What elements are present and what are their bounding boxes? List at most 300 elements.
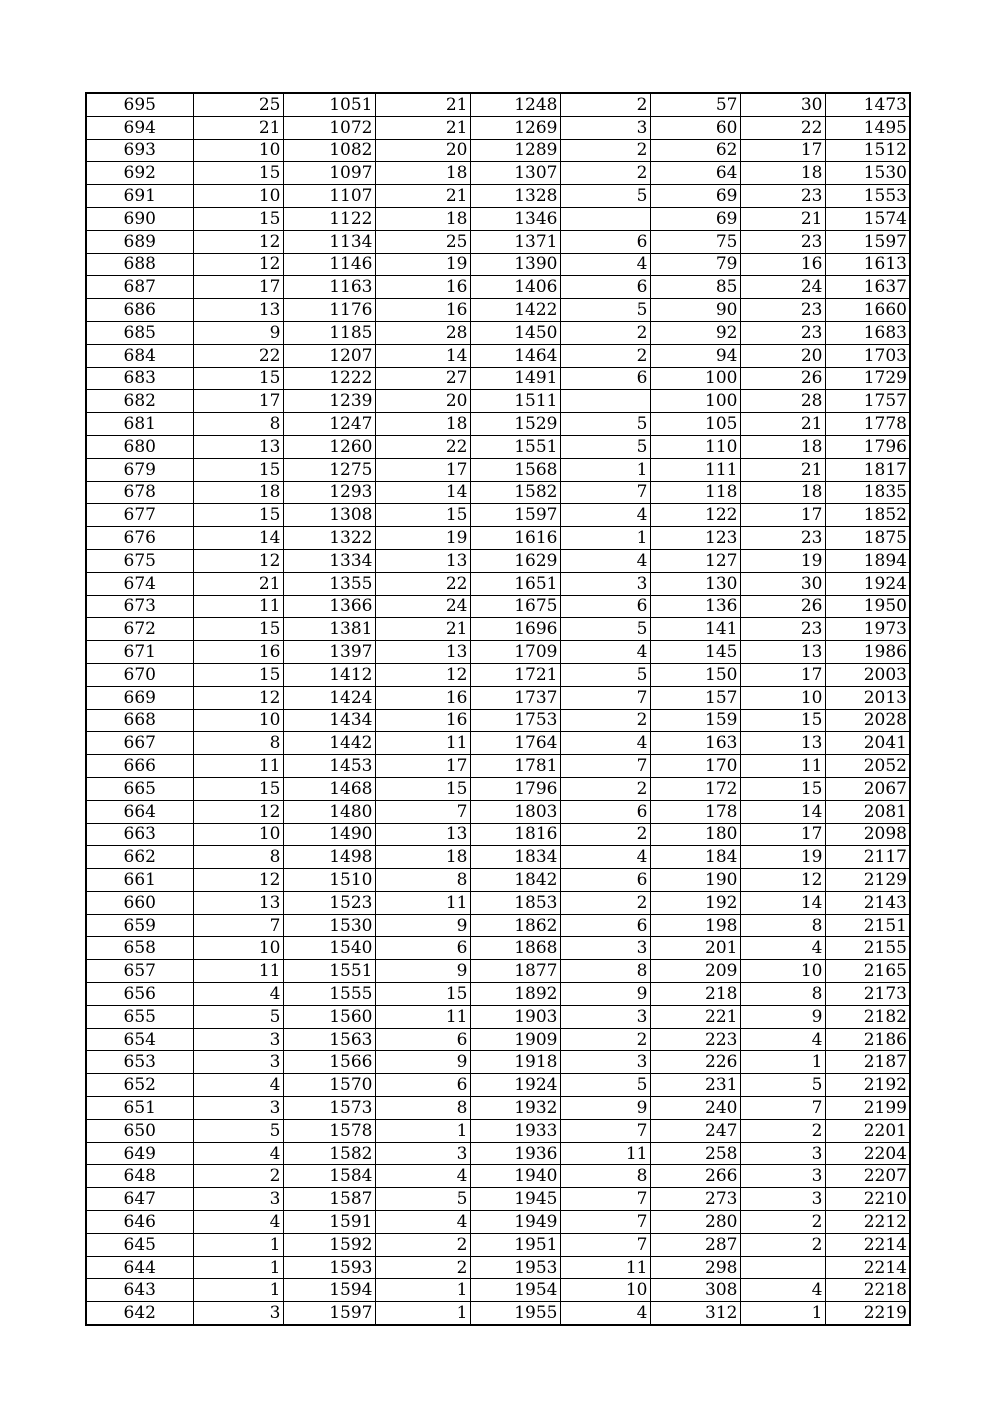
count-cell: 15	[375, 777, 470, 800]
count-cell: 19	[375, 527, 470, 550]
table-row	[86, 230, 910, 253]
count-cell: 3	[740, 1142, 825, 1165]
count-cell: 2	[740, 1211, 825, 1234]
count-cell: 1578	[283, 1119, 375, 1142]
table-row	[86, 755, 910, 778]
table-row	[86, 504, 910, 527]
count-cell: 1248	[470, 93, 560, 116]
count-cell: 7	[193, 914, 283, 937]
count-cell: 9	[740, 1005, 825, 1028]
count-cell: 3	[560, 937, 650, 960]
count-cell: 1424	[283, 686, 375, 709]
score-cell: 671	[86, 641, 193, 664]
count-cell: 1390	[470, 253, 560, 276]
count-cell: 22	[375, 572, 470, 595]
count-cell: 2	[560, 823, 650, 846]
count-cell: 1222	[283, 367, 375, 390]
count-cell: 13	[740, 641, 825, 664]
count-cell: 1955	[470, 1302, 560, 1325]
count-cell: 1835	[825, 481, 910, 504]
count-cell: 6	[560, 869, 650, 892]
count-cell: 85	[650, 276, 740, 299]
count-cell: 15	[193, 367, 283, 390]
table-row	[86, 960, 910, 983]
count-cell: 2219	[825, 1302, 910, 1325]
count-cell: 15	[193, 162, 283, 185]
count-cell: 4	[375, 1211, 470, 1234]
count-cell: 1892	[470, 983, 560, 1006]
count-cell	[740, 1256, 825, 1279]
count-cell: 1903	[470, 1005, 560, 1028]
table-row	[86, 846, 910, 869]
score-cell: 655	[86, 1005, 193, 1028]
count-cell: 22	[375, 435, 470, 458]
count-cell: 130	[650, 572, 740, 595]
count-cell: 3	[740, 1165, 825, 1188]
score-cell: 683	[86, 367, 193, 390]
count-cell: 7	[560, 686, 650, 709]
count-cell: 2	[560, 321, 650, 344]
score-table-body	[86, 93, 910, 1325]
count-cell: 4	[193, 983, 283, 1006]
count-cell: 5	[560, 1074, 650, 1097]
count-cell: 1721	[470, 663, 560, 686]
score-cell: 666	[86, 755, 193, 778]
count-cell: 7	[560, 755, 650, 778]
count-cell: 221	[650, 1005, 740, 1028]
count-cell: 1945	[470, 1188, 560, 1211]
count-cell: 21	[375, 185, 470, 208]
score-table	[85, 92, 911, 1326]
count-cell: 1597	[283, 1302, 375, 1325]
count-cell: 6	[375, 1074, 470, 1097]
count-cell: 2067	[825, 777, 910, 800]
count-cell: 1453	[283, 755, 375, 778]
count-cell: 1629	[470, 549, 560, 572]
count-cell: 8	[740, 983, 825, 1006]
score-cell: 674	[86, 572, 193, 595]
count-cell: 3	[560, 1051, 650, 1074]
count-cell: 192	[650, 891, 740, 914]
count-cell: 18	[375, 846, 470, 869]
count-cell: 1918	[470, 1051, 560, 1074]
count-cell: 18	[375, 162, 470, 185]
count-cell: 1592	[283, 1233, 375, 1256]
count-cell: 62	[650, 139, 740, 162]
count-cell: 2187	[825, 1051, 910, 1074]
count-cell: 1490	[283, 823, 375, 846]
count-cell: 1954	[470, 1279, 560, 1302]
count-cell: 4	[740, 937, 825, 960]
score-cell: 676	[86, 527, 193, 550]
count-cell: 4	[560, 1302, 650, 1325]
count-cell: 17	[740, 504, 825, 527]
count-cell: 4	[193, 1211, 283, 1234]
score-cell: 653	[86, 1051, 193, 1074]
score-cell: 679	[86, 458, 193, 481]
table-row	[86, 253, 910, 276]
count-cell: 7	[375, 800, 470, 823]
count-cell: 2	[740, 1233, 825, 1256]
count-cell: 10	[193, 139, 283, 162]
count-cell: 13	[193, 891, 283, 914]
count-cell: 1529	[470, 413, 560, 436]
count-cell: 9	[193, 321, 283, 344]
count-cell: 1675	[470, 595, 560, 618]
count-cell: 1932	[470, 1097, 560, 1120]
table-row	[86, 481, 910, 504]
count-cell: 1412	[283, 663, 375, 686]
count-cell: 5	[560, 413, 650, 436]
count-cell: 30	[740, 93, 825, 116]
count-cell: 12	[193, 230, 283, 253]
table-row	[86, 891, 910, 914]
count-cell: 1875	[825, 527, 910, 550]
table-row	[86, 1028, 910, 1051]
count-cell: 1334	[283, 549, 375, 572]
count-cell: 23	[740, 185, 825, 208]
count-cell: 30	[740, 572, 825, 595]
table-row	[86, 777, 910, 800]
count-cell: 3	[193, 1028, 283, 1051]
table-row	[86, 367, 910, 390]
count-cell: 4	[193, 1074, 283, 1097]
table-row	[86, 116, 910, 139]
table-row	[86, 937, 910, 960]
count-cell: 1371	[470, 230, 560, 253]
count-cell: 273	[650, 1188, 740, 1211]
count-cell: 16	[375, 299, 470, 322]
score-cell: 658	[86, 937, 193, 960]
count-cell: 69	[650, 207, 740, 230]
score-cell: 673	[86, 595, 193, 618]
count-cell: 5	[560, 185, 650, 208]
count-cell: 5	[193, 1005, 283, 1028]
count-cell: 13	[193, 299, 283, 322]
count-cell: 1660	[825, 299, 910, 322]
count-cell: 6	[560, 914, 650, 937]
count-cell: 12	[193, 253, 283, 276]
count-cell: 92	[650, 321, 740, 344]
count-cell: 1566	[283, 1051, 375, 1074]
count-cell: 3	[560, 572, 650, 595]
count-cell: 3	[193, 1051, 283, 1074]
count-cell: 8	[740, 914, 825, 937]
table-row	[86, 800, 910, 823]
count-cell: 16	[375, 276, 470, 299]
score-cell: 675	[86, 549, 193, 572]
count-cell: 2173	[825, 983, 910, 1006]
count-cell: 118	[650, 481, 740, 504]
count-cell: 1764	[470, 732, 560, 755]
count-cell: 22	[193, 344, 283, 367]
count-cell: 94	[650, 344, 740, 367]
count-cell: 2	[560, 93, 650, 116]
score-cell: 642	[86, 1302, 193, 1325]
score-cell: 656	[86, 983, 193, 1006]
count-cell: 2143	[825, 891, 910, 914]
count-cell: 2	[560, 777, 650, 800]
count-cell: 2098	[825, 823, 910, 846]
table-row	[86, 1142, 910, 1165]
count-cell: 1260	[283, 435, 375, 458]
count-cell: 1307	[470, 162, 560, 185]
count-cell: 1322	[283, 527, 375, 550]
score-cell: 662	[86, 846, 193, 869]
table-row	[86, 139, 910, 162]
count-cell: 1868	[470, 937, 560, 960]
count-cell: 16	[375, 709, 470, 732]
count-cell: 1406	[470, 276, 560, 299]
score-cell: 650	[86, 1119, 193, 1142]
count-cell: 1817	[825, 458, 910, 481]
count-cell: 3	[193, 1188, 283, 1211]
count-cell: 105	[650, 413, 740, 436]
score-cell: 695	[86, 93, 193, 116]
count-cell: 1597	[470, 504, 560, 527]
count-cell: 1853	[470, 891, 560, 914]
count-cell: 1563	[283, 1028, 375, 1051]
count-cell: 6	[375, 1028, 470, 1051]
count-cell: 4	[560, 549, 650, 572]
count-cell: 223	[650, 1028, 740, 1051]
count-cell: 298	[650, 1256, 740, 1279]
count-cell: 14	[193, 527, 283, 550]
table-row	[86, 1211, 910, 1234]
count-cell: 1293	[283, 481, 375, 504]
count-cell: 11	[560, 1142, 650, 1165]
count-cell: 9	[375, 960, 470, 983]
count-cell: 127	[650, 549, 740, 572]
score-cell: 689	[86, 230, 193, 253]
count-cell: 20	[375, 390, 470, 413]
count-cell: 2212	[825, 1211, 910, 1234]
count-cell: 2210	[825, 1188, 910, 1211]
score-cell: 681	[86, 413, 193, 436]
count-cell: 218	[650, 983, 740, 1006]
count-cell: 60	[650, 116, 740, 139]
count-cell: 8	[193, 846, 283, 869]
count-cell: 209	[650, 960, 740, 983]
count-cell: 247	[650, 1119, 740, 1142]
count-cell: 1582	[283, 1142, 375, 1165]
count-cell: 8	[193, 732, 283, 755]
count-cell: 1781	[470, 755, 560, 778]
count-cell: 308	[650, 1279, 740, 1302]
count-cell: 15	[193, 777, 283, 800]
count-cell: 2186	[825, 1028, 910, 1051]
score-cell: 647	[86, 1188, 193, 1211]
score-cell: 649	[86, 1142, 193, 1165]
count-cell: 1450	[470, 321, 560, 344]
count-cell: 2199	[825, 1097, 910, 1120]
count-cell: 7	[560, 1211, 650, 1234]
score-cell: 657	[86, 960, 193, 983]
count-cell: 12	[193, 686, 283, 709]
count-cell: 1862	[470, 914, 560, 937]
count-cell: 12	[740, 869, 825, 892]
count-cell: 231	[650, 1074, 740, 1097]
count-cell: 1696	[470, 618, 560, 641]
count-cell: 9	[375, 1051, 470, 1074]
table-row	[86, 572, 910, 595]
count-cell: 100	[650, 367, 740, 390]
count-cell: 15	[193, 618, 283, 641]
score-cell: 646	[86, 1211, 193, 1234]
count-cell: 1909	[470, 1028, 560, 1051]
count-cell: 8	[560, 960, 650, 983]
count-cell: 19	[740, 846, 825, 869]
count-cell: 159	[650, 709, 740, 732]
score-cell: 694	[86, 116, 193, 139]
count-cell: 1593	[283, 1256, 375, 1279]
count-cell: 1289	[470, 139, 560, 162]
table-row	[86, 1005, 910, 1028]
table-row	[86, 709, 910, 732]
score-cell: 654	[86, 1028, 193, 1051]
count-cell: 8	[560, 1165, 650, 1188]
count-cell: 1442	[283, 732, 375, 755]
table-row	[86, 162, 910, 185]
count-cell: 170	[650, 755, 740, 778]
count-cell: 1924	[470, 1074, 560, 1097]
count-cell: 9	[375, 914, 470, 937]
count-cell: 1986	[825, 641, 910, 664]
count-cell: 5	[560, 435, 650, 458]
count-cell: 136	[650, 595, 740, 618]
count-cell: 6	[560, 230, 650, 253]
count-cell: 110	[650, 435, 740, 458]
score-cell: 691	[86, 185, 193, 208]
count-cell: 2	[560, 139, 650, 162]
score-cell: 659	[86, 914, 193, 937]
count-cell: 19	[375, 253, 470, 276]
count-cell: 1473	[825, 93, 910, 116]
count-cell: 20	[375, 139, 470, 162]
count-cell: 16	[193, 641, 283, 664]
count-cell: 2214	[825, 1256, 910, 1279]
table-row	[86, 732, 910, 755]
count-cell: 3	[740, 1188, 825, 1211]
count-cell: 1530	[825, 162, 910, 185]
count-cell: 2	[740, 1119, 825, 1142]
table-row	[86, 983, 910, 1006]
count-cell: 2165	[825, 960, 910, 983]
count-cell: 64	[650, 162, 740, 185]
count-cell: 1796	[825, 435, 910, 458]
count-cell: 8	[375, 869, 470, 892]
count-cell: 1082	[283, 139, 375, 162]
count-cell: 20	[740, 344, 825, 367]
count-cell: 7	[560, 1188, 650, 1211]
table-row	[86, 1188, 910, 1211]
count-cell: 4	[740, 1028, 825, 1051]
score-cell: 660	[86, 891, 193, 914]
count-cell: 28	[375, 321, 470, 344]
count-cell: 1683	[825, 321, 910, 344]
count-cell: 11	[740, 755, 825, 778]
count-cell: 23	[740, 527, 825, 550]
count-cell: 1422	[470, 299, 560, 322]
score-cell: 665	[86, 777, 193, 800]
count-cell: 7	[560, 481, 650, 504]
count-cell: 1511	[470, 390, 560, 413]
count-cell: 4	[560, 253, 650, 276]
count-cell: 1940	[470, 1165, 560, 1188]
count-cell: 2013	[825, 686, 910, 709]
count-cell: 1570	[283, 1074, 375, 1097]
count-cell: 22	[740, 116, 825, 139]
count-cell: 4	[375, 1165, 470, 1188]
count-cell: 11	[375, 1005, 470, 1028]
count-cell: 8	[193, 413, 283, 436]
count-cell: 69	[650, 185, 740, 208]
count-cell: 1185	[283, 321, 375, 344]
count-cell: 1	[375, 1119, 470, 1142]
score-cell: 648	[86, 1165, 193, 1188]
count-cell: 266	[650, 1165, 740, 1188]
count-cell: 1512	[825, 139, 910, 162]
count-cell: 17	[740, 139, 825, 162]
count-cell: 17	[740, 823, 825, 846]
count-cell: 24	[740, 276, 825, 299]
count-cell: 21	[740, 413, 825, 436]
count-cell: 1587	[283, 1188, 375, 1211]
count-cell: 2201	[825, 1119, 910, 1142]
count-cell: 1468	[283, 777, 375, 800]
count-cell: 1366	[283, 595, 375, 618]
count-cell: 1072	[283, 116, 375, 139]
count-cell: 180	[650, 823, 740, 846]
count-cell: 2	[560, 1028, 650, 1051]
count-cell: 12	[193, 549, 283, 572]
score-cell: 644	[86, 1256, 193, 1279]
count-cell: 100	[650, 390, 740, 413]
table-row	[86, 1233, 910, 1256]
count-cell: 2	[560, 162, 650, 185]
count-cell: 4	[560, 504, 650, 527]
count-cell: 1560	[283, 1005, 375, 1028]
score-cell: 670	[86, 663, 193, 686]
score-cell: 690	[86, 207, 193, 230]
count-cell: 1584	[283, 1165, 375, 1188]
count-cell: 15	[375, 983, 470, 1006]
count-cell: 5	[193, 1119, 283, 1142]
count-cell: 5	[560, 618, 650, 641]
table-row	[86, 185, 910, 208]
count-cell: 141	[650, 618, 740, 641]
count-cell: 17	[740, 663, 825, 686]
count-cell: 14	[740, 800, 825, 823]
count-cell: 4	[740, 1279, 825, 1302]
count-cell: 13	[375, 641, 470, 664]
count-cell: 3	[375, 1142, 470, 1165]
count-cell: 1616	[470, 527, 560, 550]
table-row	[86, 390, 910, 413]
count-cell: 145	[650, 641, 740, 664]
count-cell: 21	[193, 572, 283, 595]
count-cell: 1540	[283, 937, 375, 960]
count-cell: 21	[740, 458, 825, 481]
score-cell: 684	[86, 344, 193, 367]
count-cell: 25	[193, 93, 283, 116]
table-row	[86, 93, 910, 116]
count-cell: 157	[650, 686, 740, 709]
count-cell: 1933	[470, 1119, 560, 1142]
count-cell: 13	[375, 549, 470, 572]
count-cell: 178	[650, 800, 740, 823]
count-cell: 1308	[283, 504, 375, 527]
